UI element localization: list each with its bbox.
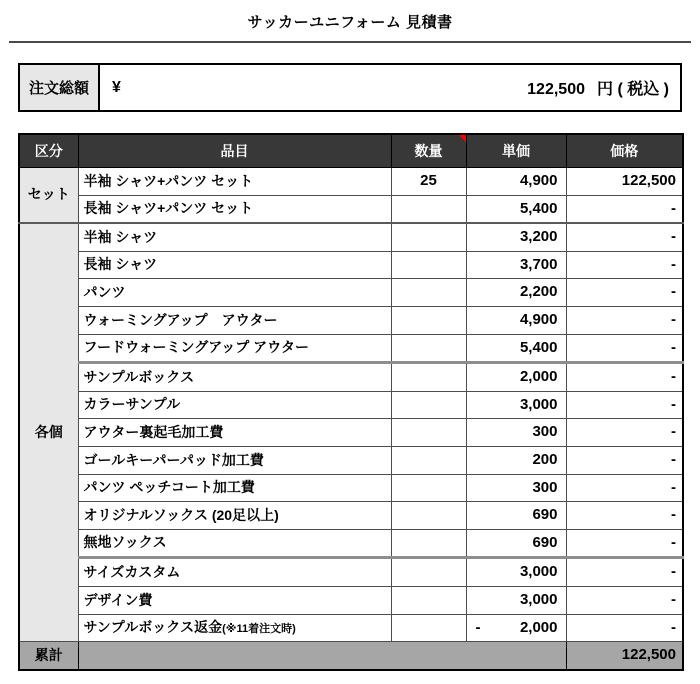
qty-cell — [391, 279, 466, 307]
qty-cell — [391, 391, 466, 419]
qty-cell — [391, 529, 466, 558]
qty-cell — [391, 474, 466, 502]
qty-cell — [391, 195, 466, 223]
item-cell: ゴールキーパーパッド加工費 — [78, 446, 391, 474]
price-cell: - — [566, 223, 683, 251]
item-note: (※11着注文時) — [222, 623, 296, 636]
unit-price-cell: 2,200 — [466, 279, 566, 307]
price-cell: - — [566, 391, 683, 419]
table-row — [19, 419, 683, 447]
price-cell: - — [566, 586, 683, 614]
table-row — [19, 502, 683, 530]
unit-price-cell: 690 — [466, 502, 566, 530]
order-total-value — [100, 65, 680, 110]
qty-cell: 25 — [391, 168, 466, 196]
order-total-amount — [527, 76, 669, 99]
unit-price-value: 2,000 — [519, 618, 558, 636]
page-title: サッカーユニフォーム 見積書 — [247, 14, 453, 31]
table-row — [19, 558, 683, 587]
qty-cell — [391, 586, 466, 614]
price-cell: - — [566, 306, 683, 334]
item-cell: ウォーミングアップ アウター — [78, 306, 391, 334]
price-cell: - — [566, 558, 683, 587]
unit-price-cell: 3,000 — [466, 586, 566, 614]
qty-cell — [391, 419, 466, 447]
qty-cell — [391, 334, 466, 363]
item-cell: アウター裏起毛加工費 — [78, 419, 391, 447]
price-cell: 122,500 — [566, 168, 683, 196]
yen-symbol: ¥ — [112, 78, 121, 96]
price-cell: - — [566, 279, 683, 307]
unit-price-cell: 5,400 — [466, 195, 566, 223]
unit-price-cell: 200 — [466, 446, 566, 474]
cell-comment-marker-icon — [459, 135, 466, 142]
total-label: 累計 — [19, 642, 78, 670]
qty-cell — [391, 251, 466, 279]
table-row — [19, 529, 683, 558]
price-cell: - — [566, 334, 683, 363]
price-cell: - — [566, 446, 683, 474]
qty-cell — [391, 502, 466, 530]
table-row — [19, 614, 683, 642]
table-row — [19, 195, 683, 223]
unit-price-cell: 300 — [466, 419, 566, 447]
item-cell: サイズカスタム — [78, 558, 391, 587]
table-row — [19, 168, 683, 196]
table-row — [19, 391, 683, 419]
qty-cell — [391, 363, 466, 392]
total-row — [19, 642, 683, 670]
order-total-suffix: 円 ( 税込 ) — [597, 81, 669, 98]
total-price-cell: 122,500 — [566, 642, 683, 670]
item-cell: 長袖 シャツ+パンツ セット — [78, 195, 391, 223]
item-cell: オリジナルソックス (20足以上) — [78, 502, 391, 530]
price-cell: - — [566, 474, 683, 502]
unit-price-cell: 3,700 — [466, 251, 566, 279]
price-cell: - — [566, 195, 683, 223]
table-row — [19, 334, 683, 363]
table-row — [19, 223, 683, 251]
item-cell: 半袖 シャツ — [78, 223, 391, 251]
table-row — [19, 586, 683, 614]
price-cell: - — [566, 419, 683, 447]
price-cell: - — [566, 529, 683, 558]
table-row — [19, 363, 683, 392]
order-total-label: 注文総額 — [20, 65, 100, 110]
price-cell: - — [566, 502, 683, 530]
table-row — [19, 279, 683, 307]
qty-cell — [391, 446, 466, 474]
table-row — [19, 474, 683, 502]
unit-price-cell: 2,000 — [466, 363, 566, 392]
unit-price-cell: 4,900 — [466, 168, 566, 196]
header-cell-category: 区分 — [19, 134, 78, 168]
qty-cell — [391, 223, 466, 251]
item-cell: デザイン費 — [78, 586, 391, 614]
item-cell: パンツ ペッチコート加工費 — [78, 474, 391, 502]
price-cell: - — [566, 363, 683, 392]
item-cell: 無地ソックス — [78, 529, 391, 558]
qty-cell — [391, 614, 466, 642]
unit-price-cell: 3,000 — [466, 558, 566, 587]
item-cell: フードウォーミングアップ アウター — [78, 334, 391, 363]
category-cell-set: セット — [19, 168, 78, 224]
unit-price-cell: 3,200 — [466, 223, 566, 251]
price-cell: - — [566, 614, 683, 642]
table-header-row — [19, 134, 683, 168]
unit-price-cell: 300 — [466, 474, 566, 502]
item-cell: 半袖 シャツ+パンツ セット — [78, 168, 391, 196]
item-cell: サンプルボックス — [78, 363, 391, 392]
quote-table — [18, 133, 684, 671]
header-quantity-label: 数量 — [414, 143, 443, 159]
unit-price-cell: 3,000 — [466, 391, 566, 419]
table-row — [19, 306, 683, 334]
total-empty-cell — [78, 642, 566, 670]
qty-cell — [391, 558, 466, 587]
item-cell — [78, 614, 391, 642]
order-total-box — [18, 63, 682, 112]
table-row — [19, 251, 683, 279]
unit-price-cell — [466, 614, 566, 642]
header-cell-unit-price: 単価 — [466, 134, 566, 168]
unit-price-cell: 4,900 — [466, 306, 566, 334]
header-cell-price: 価格 — [566, 134, 683, 168]
item-label: サンプルボックス返金 — [83, 619, 223, 636]
qty-cell — [391, 306, 466, 334]
category-cell-individual: 各個 — [19, 223, 78, 641]
table-row — [19, 446, 683, 474]
unit-price-cell: 5,400 — [466, 334, 566, 363]
header-cell-quantity — [391, 134, 466, 168]
price-cell: - — [566, 251, 683, 279]
item-cell: 長袖 シャツ — [78, 251, 391, 279]
unit-price-cell: 690 — [466, 529, 566, 558]
header-cell-item: 品目 — [78, 134, 391, 168]
item-cell: カラーサンプル — [78, 391, 391, 419]
item-cell: パンツ — [78, 279, 391, 307]
negative-sign: - — [475, 618, 481, 636]
order-total-number: 122,500 — [527, 81, 585, 98]
title-divider — [9, 41, 691, 43]
